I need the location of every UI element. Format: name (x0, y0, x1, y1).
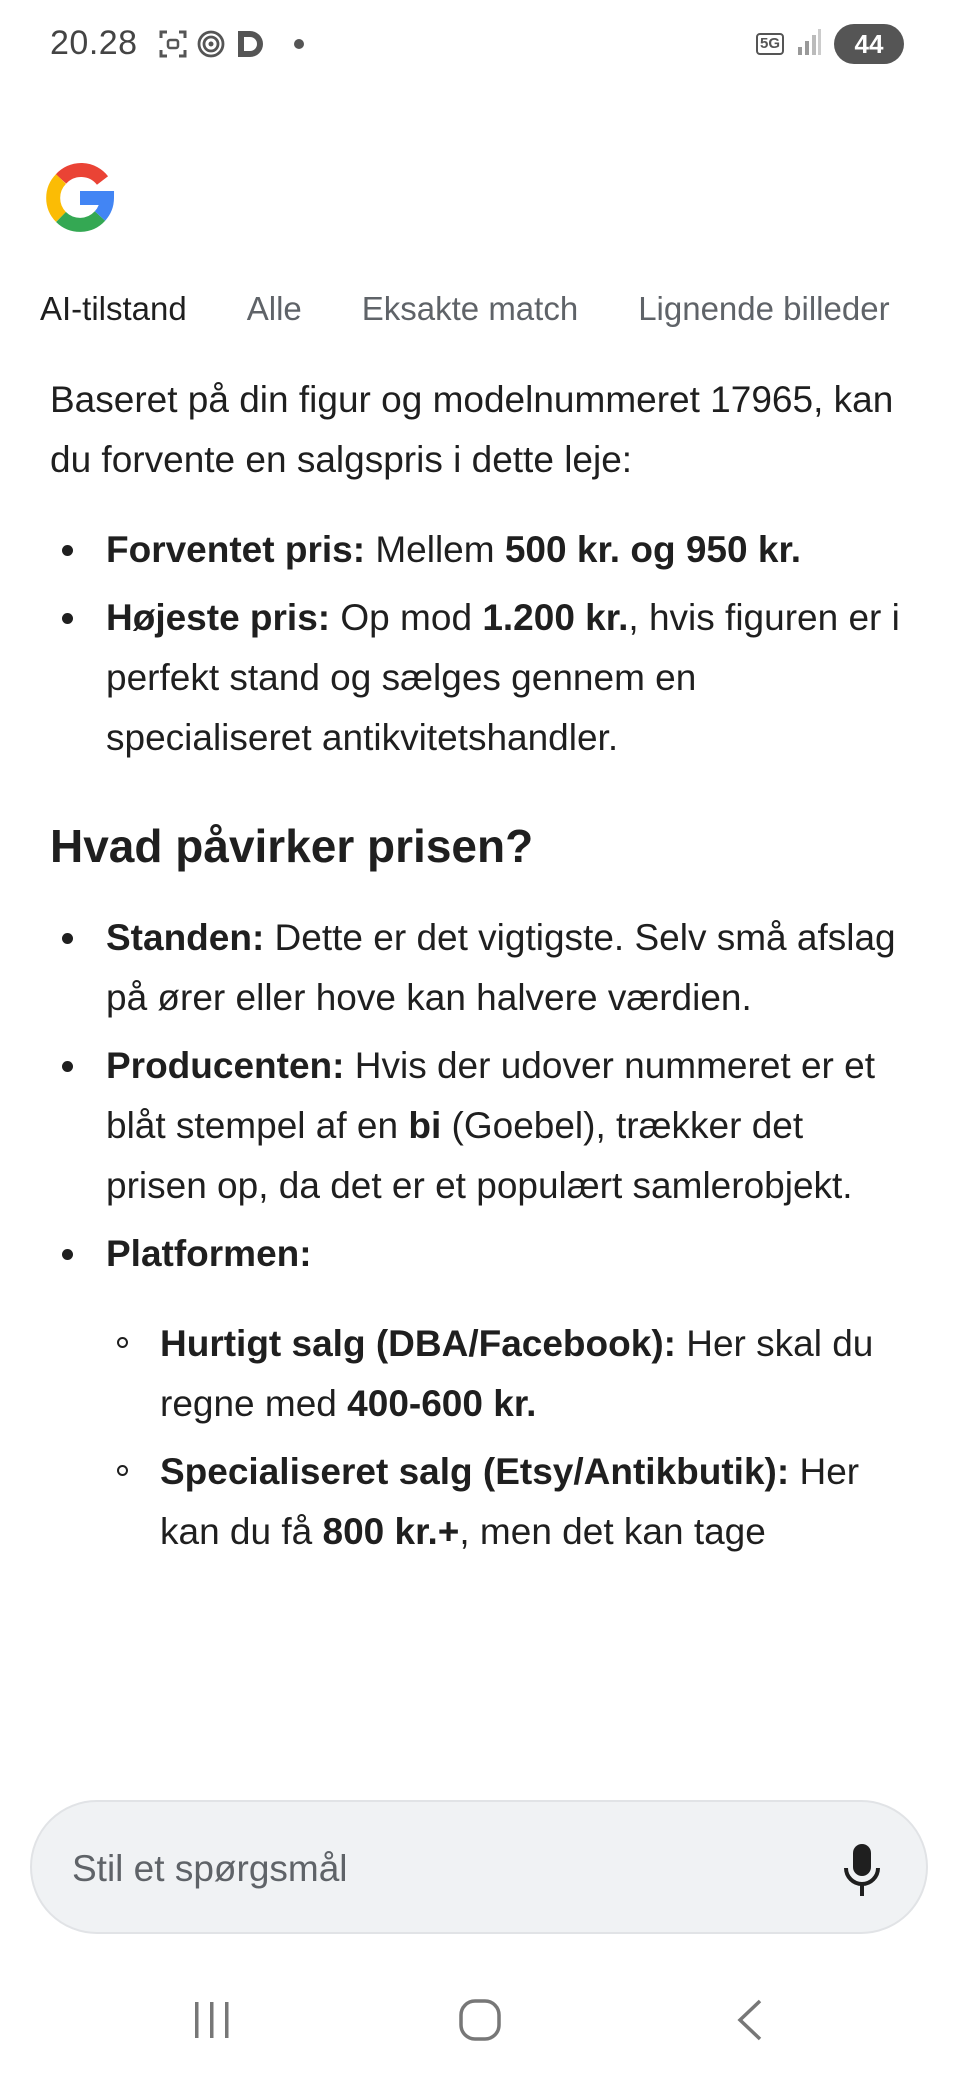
nfc-icon (196, 29, 226, 59)
bullet-label: Standen: (106, 917, 265, 958)
bullet-text: Op mod (330, 597, 483, 638)
battery-indicator: 44 (834, 24, 904, 64)
bullet-text: Her kan du få (160, 1451, 860, 1552)
bullet-text: (Goebel), trækker det prisen op, da det er et populært samlerobjekt. (106, 1105, 853, 1206)
bullet-label: Producenten: (106, 1045, 345, 1086)
bullet-text: Dette er det vigtigste. Selv små afslag på ører eller hove kan halvere værdien. (106, 917, 896, 1018)
bullet-text: Mellem (365, 529, 505, 570)
bullet-label: Højeste pris: (106, 597, 331, 638)
status-icons-left (158, 28, 304, 60)
tab-similar-images[interactable]: Lignende billeder (638, 290, 890, 327)
bullet-text: , hvis figuren er i perfekt stand og sælges gennem en specialiseret antikvitetshandler. (106, 597, 900, 758)
price-list (0, 520, 960, 768)
signal-icon (796, 27, 822, 62)
bullet-strong: 400-600 kr. (347, 1383, 537, 1424)
tab-all[interactable]: Alle (246, 290, 302, 327)
bullet-label: Platformen: (106, 1233, 312, 1274)
bullet-strong: 1.200 kr. (482, 597, 629, 638)
list-item (0, 1036, 960, 1216)
bullet-text: Hvis der udover nummeret er et blåt stempel af en (106, 1045, 876, 1146)
bullet-label: Hurtigt salg (DBA/Facebook): (160, 1323, 676, 1364)
bullet-label: Specialiseret salg (Etsy/Antikbutik): (160, 1451, 790, 1492)
system-nav-bar (0, 1960, 960, 2080)
platform-list (0, 1314, 960, 1562)
status-bar (0, 0, 960, 90)
recent-apps-icon[interactable] (192, 1998, 232, 2047)
status-time: 20.28 (50, 24, 138, 62)
screenshot-icon (158, 29, 188, 59)
notification-dot-icon (294, 39, 304, 49)
section-heading: Hvad påvirker prisen? (50, 820, 534, 872)
ai-answer (0, 370, 960, 1770)
bullet-text: Her skal du regne med (160, 1323, 874, 1424)
bullet-label: Forventet pris: (106, 529, 366, 570)
answer-intro: Baseret på din figur og modelnummeret 17965, kan du forvente en salgspris i dette leje: (50, 379, 894, 480)
status-right (756, 24, 904, 64)
tab-exact-match[interactable]: Eksakte match (361, 290, 579, 327)
list-item (0, 1314, 960, 1434)
bullet-strong: 500 kr. og 950 kr. (504, 529, 802, 570)
list-item (0, 908, 960, 1028)
microphone-icon[interactable] (842, 1842, 882, 1898)
list-item (0, 520, 960, 580)
home-icon[interactable] (458, 1998, 502, 2047)
factor-list (0, 908, 960, 1284)
d-app-icon (234, 28, 266, 60)
tab-ai-mode[interactable]: AI-tilstand (40, 290, 187, 327)
ask-input[interactable] (70, 1840, 774, 1898)
ask-bar[interactable] (30, 1800, 928, 1934)
bullet-strong: 800 kr.+ (322, 1511, 460, 1552)
bullet-strong: bi (408, 1105, 442, 1146)
bullet-text: , men det kan tage (459, 1511, 766, 1552)
list-item (0, 1224, 960, 1284)
network-5g-badge: 5G (756, 33, 784, 55)
list-item (0, 1442, 960, 1562)
search-tabs (40, 290, 890, 328)
google-logo[interactable] (42, 160, 118, 236)
back-icon[interactable] (734, 1998, 764, 2047)
list-item (0, 588, 960, 768)
